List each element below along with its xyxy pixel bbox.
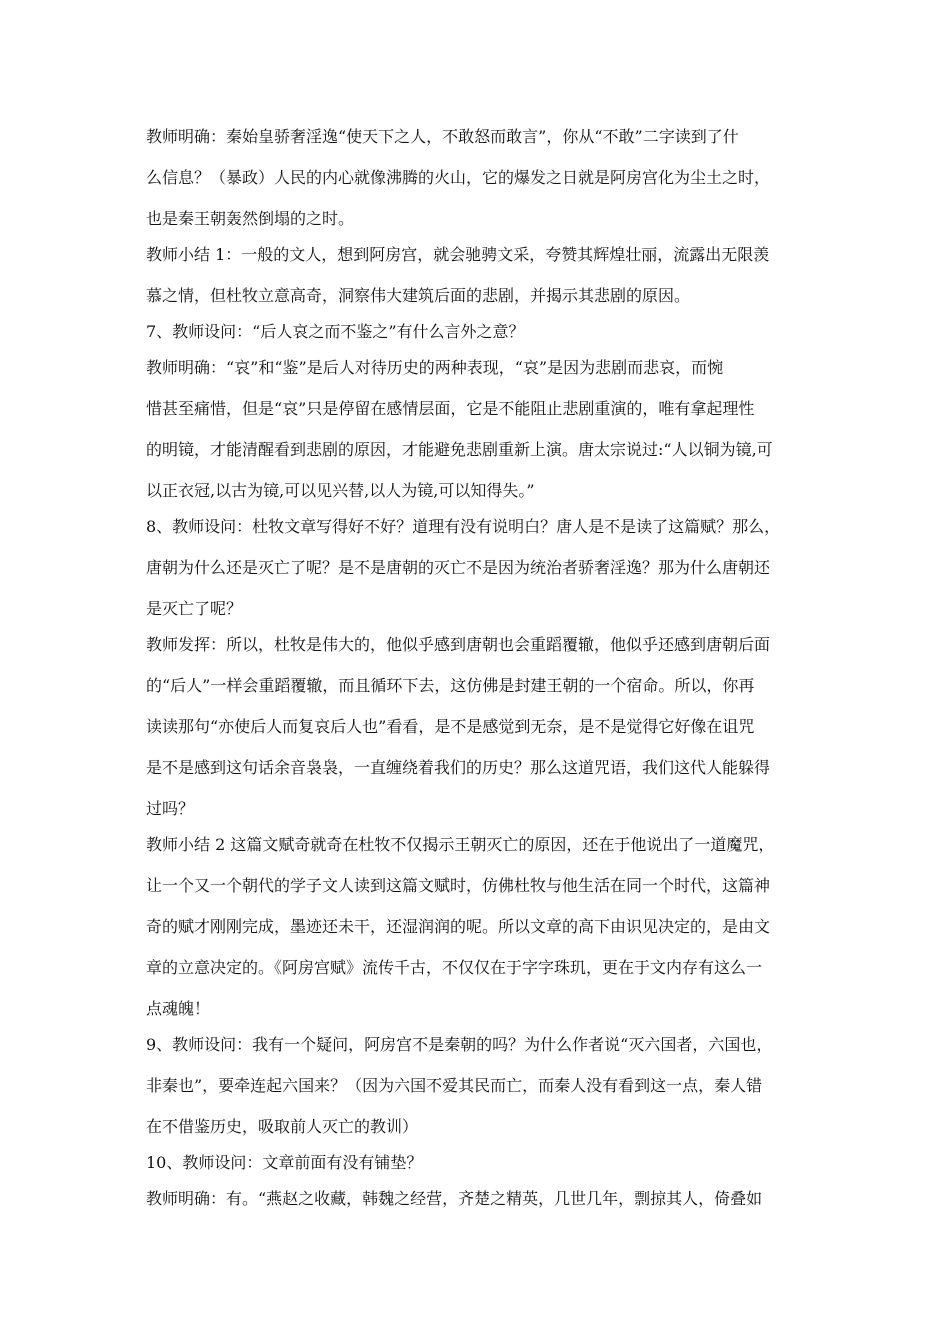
text-line: 教师小结 1：一般的文人，想到阿房宫，就会驰骋文采，夸赞其辉煌壮丽，流露出无限羡 [146,245,770,264]
text-line: 教师明确：“哀”和“鉴”是后人对待历史的两种表现，“哀”是因为悲剧而悲哀，而惋 [146,358,724,377]
text-line: 非秦也”，要牵连起六国来？（因为六国不爱其民而亡，而秦人没有看到这一点，秦人错 [146,1076,763,1095]
text-line: 也是秦王朝轰然倒塌的之时。 [146,209,355,228]
text-line: 的“后人”一样会重蹈覆辙，而且循环下去，这仿佛是封建王朝的一个宿命。所以，你再 [146,676,755,695]
text-line: 唐朝为什么还是灭亡了呢？是不是唐朝的灭亡不是因为统治者骄奢淫逸？那为什么唐朝还 [146,558,771,577]
text-line: 么信息？（暴政）人民的内心就像沸腾的火山，它的爆发之日就是阿房宫化为尘土之时， [146,168,771,187]
text-line: 在不借鉴历史，吸取前人灭亡的教训） [146,1117,419,1136]
text-line: 10、教师设问：文章前面有没有铺垫？ [146,1153,423,1172]
text-line: 过吗？ [146,799,195,818]
text-line: 教师明确：有。“燕赵之收藏，韩魏之经营，齐楚之精英，几世几年，剽掠其人，倚叠如 [146,1189,763,1208]
text-line: 的明镜，才能清醒看到悲剧的原因，才能避免悲剧重新上演。唐太宗说过:“人以铜为镜,可 [146,440,773,459]
text-line: 是不是感到这句话余音袅袅，一直缠绕着我们的历史？那么这道咒语，我们这代人能躲得 [146,758,771,777]
text-line: 是灭亡了呢？ [146,599,243,618]
text-line: 慕之情，但杜牧立意高奇，洞察伟大建筑后面的悲剧，并揭示其悲剧的原因。 [146,286,691,305]
text-line: 读读那句“亦使后人而复哀后人也”看看，是不是感觉到无奈，是不是觉得它好像在诅咒 [146,717,755,736]
text-line: 教师小结 2 这篇文赋奇就奇在杜牧不仅揭示王朝灭亡的原因，还在于他说出了一道魔咒， [146,835,775,854]
text-line: 9、教师设问：我有一个疑问，阿房宫不是秦朝的吗？为什么作者说“灭六国者，六国也， [146,1035,773,1054]
text-line: 点魂魄！ [146,999,211,1018]
text-line: 教师明确：秦始皇骄奢淫逸“使天下之人，不敢怒而敢言”，你从“不敢”二字读到了什 [146,127,739,146]
text-line: 章的立意决定的。《阿房宫赋》流传千古，不仅仅在于字字珠玑，更在于文内存有这么一 [146,958,763,977]
text-line: 7、教师设问：“后人哀之而不鉴之”有什么言外之意？ [146,322,525,341]
text-line: 奇的赋才刚刚完成，墨迹还未干，还湿润润的呢。所以文章的高下由识见决定的，是由文 [146,917,771,936]
text-line: 以正衣冠,以古为镜,可以见兴替,以人为镜,可以知得失。” [146,481,535,500]
text-line: 让一个又一个朝代的学子文人读到这篇文赋时，仿佛杜牧与他生活在同一个时代，这篇神 [146,876,771,895]
text-line: 8、教师设问：杜牧文章写得好不好？道理有没有说明白？唐人是不是读了这篇赋？那么， [146,517,781,536]
text-line: 惜甚至痛惜，但是“哀”只是停留在感情层面，它是不能阻止悲剧重演的，唯有拿起理性 [146,399,755,418]
text-line: 教师发挥：所以，杜牧是伟大的，他似乎感到唐朝也会重蹈覆辙，他似乎还感到唐朝后面 [146,635,771,654]
